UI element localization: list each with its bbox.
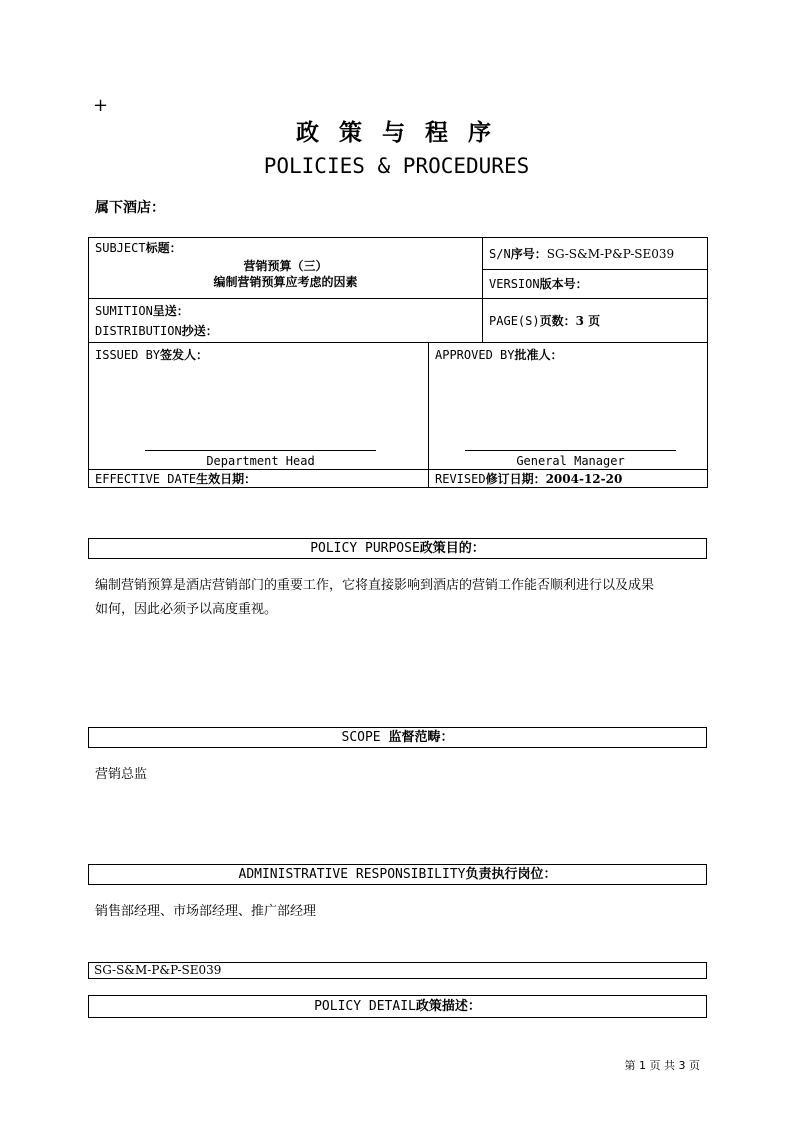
title-chinese: 政 策 与 程 序 (295, 119, 498, 146)
purpose-heading-cn: 政策目的： (419, 541, 485, 556)
pages-label-cn: 页数：3 页 (539, 313, 601, 328)
purpose-heading-en: POLICY PURPOSE (310, 541, 420, 556)
issued-cell (89, 343, 429, 470)
scope-heading-en: SCOPE (341, 730, 389, 745)
subject-line-1: 营销预算（三） (243, 259, 328, 273)
admin-heading-cn: 负责执行岗位： (465, 867, 557, 882)
distribution-cell (89, 299, 483, 343)
issued-label-en: ISSUED BY (95, 348, 161, 362)
sumition-label-en: SUMITION (95, 304, 153, 318)
admin-text: 销售部经理、市场部经理、推广部经理 (95, 904, 317, 919)
hotel-label: 属下酒店： (95, 200, 165, 216)
pages-cell (483, 299, 708, 343)
sn-label-en: S/N (489, 246, 511, 261)
pages-label-en: PAGE(S) (489, 313, 540, 328)
purpose-heading (88, 538, 707, 559)
effective-label-en: EFFECTIVE DATE (95, 471, 197, 486)
approved-label-en: APPROVED BY (435, 348, 515, 362)
version-label-en: VERSION (489, 277, 540, 291)
code-box: SG-S&M-P&P-SE039 (88, 962, 707, 979)
detail-heading-en: POLICY DETAIL (314, 999, 416, 1014)
scope-heading (88, 727, 707, 748)
purpose-text (95, 574, 707, 622)
subject-label-en: SUBJECT (95, 241, 146, 255)
detail-heading (88, 995, 707, 1018)
purpose-line-2: 如何，因此必须予以高度重视。 (95, 602, 278, 617)
admin-heading-en: ADMINISTRATIVE RESPONSIBILITY (238, 867, 466, 882)
subject-label-cn: 标题： (145, 241, 182, 255)
distribution-label-en: DISTRIBUTION (95, 324, 182, 338)
approved-signature-line (465, 450, 676, 451)
scope-heading-cn: 监督范畴： (388, 730, 454, 745)
sn-label-cn: 序号： (510, 246, 547, 261)
subject-line-2: 编制营销预算应考虑的因素 (213, 275, 358, 289)
approved-label-cn: 批准人： (514, 348, 563, 362)
plus-mark: + (93, 95, 109, 116)
revised-label-en: REVISED (435, 471, 486, 486)
title-english: POLICIES & PROCEDURES (263, 154, 530, 178)
effective-cell (89, 470, 429, 488)
admin-heading (88, 864, 707, 885)
header-table (88, 237, 708, 488)
issued-signature-line (145, 450, 376, 451)
revised-label-cn: 修订日期：2004-12-20 (485, 471, 623, 486)
revised-cell (429, 470, 708, 488)
purpose-line-1: 编制营销预算是酒店营销部门的重要工作，它将直接影响到酒店的营销工作能否顺利进行以及成果 (95, 578, 655, 593)
detail-heading-cn: 政策描述： (415, 999, 481, 1014)
subject-cell (89, 238, 483, 299)
version-label-cn: 版本号： (539, 277, 588, 291)
scope-text: 营销总监 (95, 767, 148, 782)
sumition-label-cn: 呈送： (152, 304, 189, 318)
distribution-label-cn: 抄送： (181, 324, 218, 338)
issued-label-cn: 签发人： (160, 348, 209, 362)
issued-signer: Department Head (206, 454, 315, 468)
effective-label-cn: 生效日期： (196, 471, 257, 486)
sn-cell (483, 238, 708, 270)
approved-cell (429, 343, 708, 470)
version-cell (483, 270, 708, 299)
page-number: 第 1 页 共 3 页 (624, 1059, 700, 1072)
approved-signer: General Manager (516, 454, 625, 468)
sn-value: SG-S&M-P&P-SE039 (546, 246, 675, 261)
